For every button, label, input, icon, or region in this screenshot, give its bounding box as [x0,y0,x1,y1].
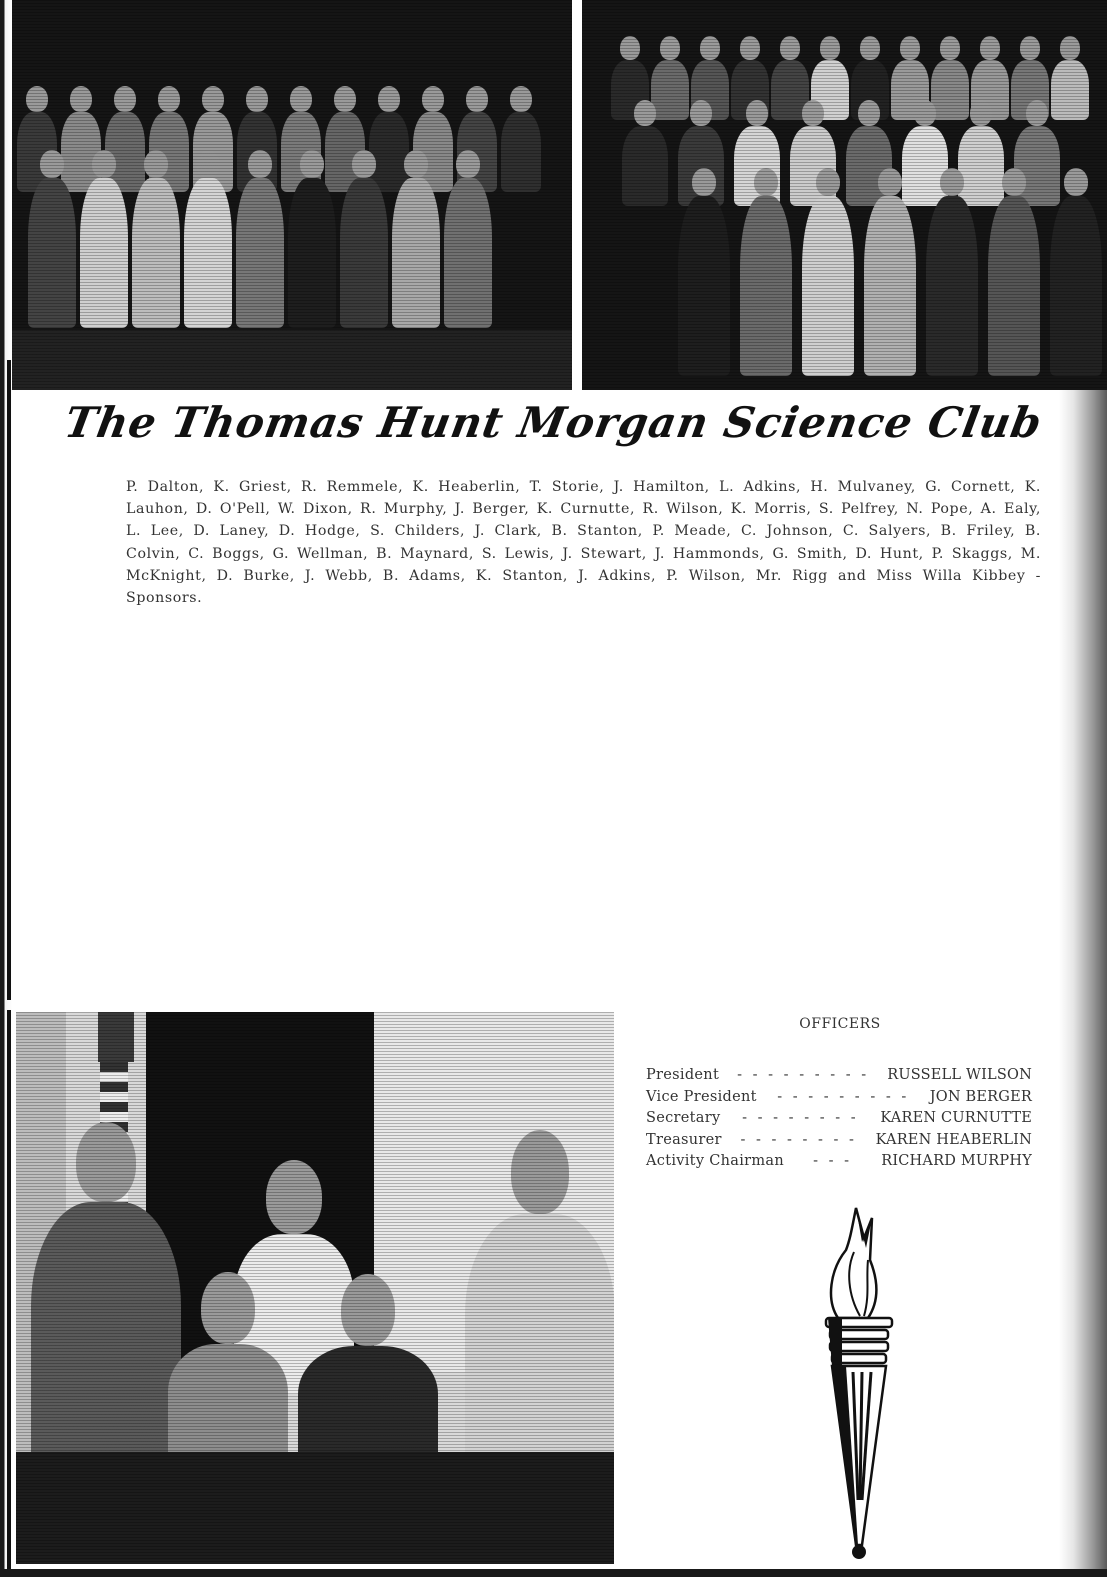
person-head [266,1160,322,1234]
person-head [202,86,224,112]
person-head [692,168,716,196]
person-body [651,60,689,120]
officers-photo [16,1012,614,1564]
person-head [466,86,488,112]
person-body [864,196,916,376]
person-body [678,196,730,376]
page-bottom-edge [0,1569,1107,1577]
person-body [184,178,232,328]
officer-leader-dashes: - - - - - - - - [740,1131,857,1148]
page-binding-edge [0,0,12,1577]
person-head [914,100,936,126]
person-head [754,168,778,196]
officer-leader-dashes: - - - - - - - - [742,1110,859,1126]
officers-list [646,1065,1032,1173]
officer-role: President [646,1067,720,1083]
person-head [246,86,268,112]
page-gutter-shadow [1059,390,1107,1577]
person-body [298,1346,438,1466]
person-head [816,168,840,196]
person-head [144,150,168,178]
person-head [158,86,180,112]
person-body [501,112,541,192]
person-head [76,1122,136,1202]
officer-name: JON BERGER [929,1088,1032,1105]
person-body [80,178,128,328]
person-head [900,36,920,60]
person-body [740,196,792,376]
person-body [31,1202,181,1462]
person-head [290,86,312,112]
person-body [802,196,854,376]
person-head [690,100,712,126]
person-head [970,100,992,126]
person-head [660,36,680,60]
person-head [456,150,480,178]
person-head [634,100,656,126]
person-body [340,178,388,328]
person-head [940,168,964,196]
person-body [288,178,336,328]
person-head [510,86,532,112]
torch-icon [808,1200,908,1570]
officer-row [646,1151,1032,1173]
person-body [465,1214,614,1464]
person-body [392,178,440,328]
person-head [858,100,880,126]
person-head [352,150,376,178]
person-head [878,168,902,196]
officer-name: KAREN HEABERLIN [875,1131,1032,1148]
person-body [369,112,409,192]
person-head [1064,168,1088,196]
person-head [248,150,272,178]
person-head [802,100,824,126]
person-head [940,36,960,60]
person-head [378,86,400,112]
person-head [1020,36,1040,60]
person-head [780,36,800,60]
officer-name: KAREN CURNUTTE [880,1110,1032,1126]
person-head [1060,36,1080,60]
member-list: P. Dalton, K. Griest, R. Remmele, K. Heaberlin, T. Storie, J. Hamilton, L. Adkins, H. Mulvaney, G. Cornett, K. Lauhon, D. O'Pell, W. Dixon, R. Murphy, J. Berger, K. Curnutte, R. Wilson, K. Morris, S. Pelfrey, N. Pope, A. Ealy, L. Lee, D. Laney, D. Hodge, S. Childers, J. Clark, B. Stanton, P. Meade, C. Johnson, C. Salyers, B. Friley, B. Colvin, C. Boggs, G. Wellman, B. Maynard, S. Lewis, J. Stewart, J. Hammonds, G. Smith, D. Hunt, P. Skaggs, M. McKnight, D. Burke, J. Webb, B. Adams, K. Stanton, J. Adkins, P. Wilson, Mr. Rigg and Miss Willa Kibbey - Sponsors. [126,479,1041,607]
officers-heading: OFFICERS [799,1016,881,1032]
person-head [746,100,768,126]
stage-floor [12,330,572,390]
person-head [404,150,428,178]
person-body [988,196,1040,376]
person-body [1051,60,1089,120]
officer-role: Treasurer [646,1131,722,1148]
person-body [28,178,76,328]
person-body [958,126,1004,206]
officer-row [646,1130,1032,1152]
person-head [114,86,136,112]
person-head [422,86,444,112]
binding-mark [7,1010,11,1570]
officer-role: Activity Chairman [646,1153,784,1169]
group-photo-2 [582,0,1107,390]
binding-mark [7,360,11,1000]
person-head [511,1130,569,1214]
person-head [980,36,1000,60]
person-body [236,178,284,328]
person-head [92,150,116,178]
officer-row [646,1087,1032,1109]
officer-row [646,1108,1032,1130]
officer-name: RICHARD MURPHY [881,1153,1032,1169]
person-head [334,86,356,112]
officer-name: RUSSELL WILSON [887,1067,1032,1083]
person-body [931,60,969,120]
person-head [40,150,64,178]
person-head [70,86,92,112]
person-body [168,1344,288,1464]
group-photo-1 [12,0,572,390]
officer-leader-dashes: - - - [813,1153,853,1169]
page-title: The Thomas Hunt Morgan Science Club [61,398,1046,447]
person-body [132,178,180,328]
person-head [820,36,840,60]
flag-canton [98,1012,134,1062]
person-head [26,86,48,112]
person-head [860,36,880,60]
person-head [740,36,760,60]
person-head [1026,100,1048,126]
person-head [341,1274,395,1346]
person-body [622,126,668,206]
person-body [444,178,492,328]
person-body [1050,196,1102,376]
person-head [700,36,720,60]
person-head [196,150,220,178]
person-head [300,150,324,178]
person-head [1002,168,1026,196]
person-head [201,1272,255,1344]
officer-role: Vice President [646,1088,757,1105]
person-body [902,126,948,206]
person-body [926,196,978,376]
desk [16,1452,614,1564]
person-head [620,36,640,60]
officer-leader-dashes: - - - - - - - - - [737,1067,870,1083]
officer-leader-dashes: - - - - - - - - - [777,1088,910,1105]
officer-row [646,1065,1032,1087]
person-body [734,126,780,206]
officer-role: Secretary [646,1110,721,1126]
